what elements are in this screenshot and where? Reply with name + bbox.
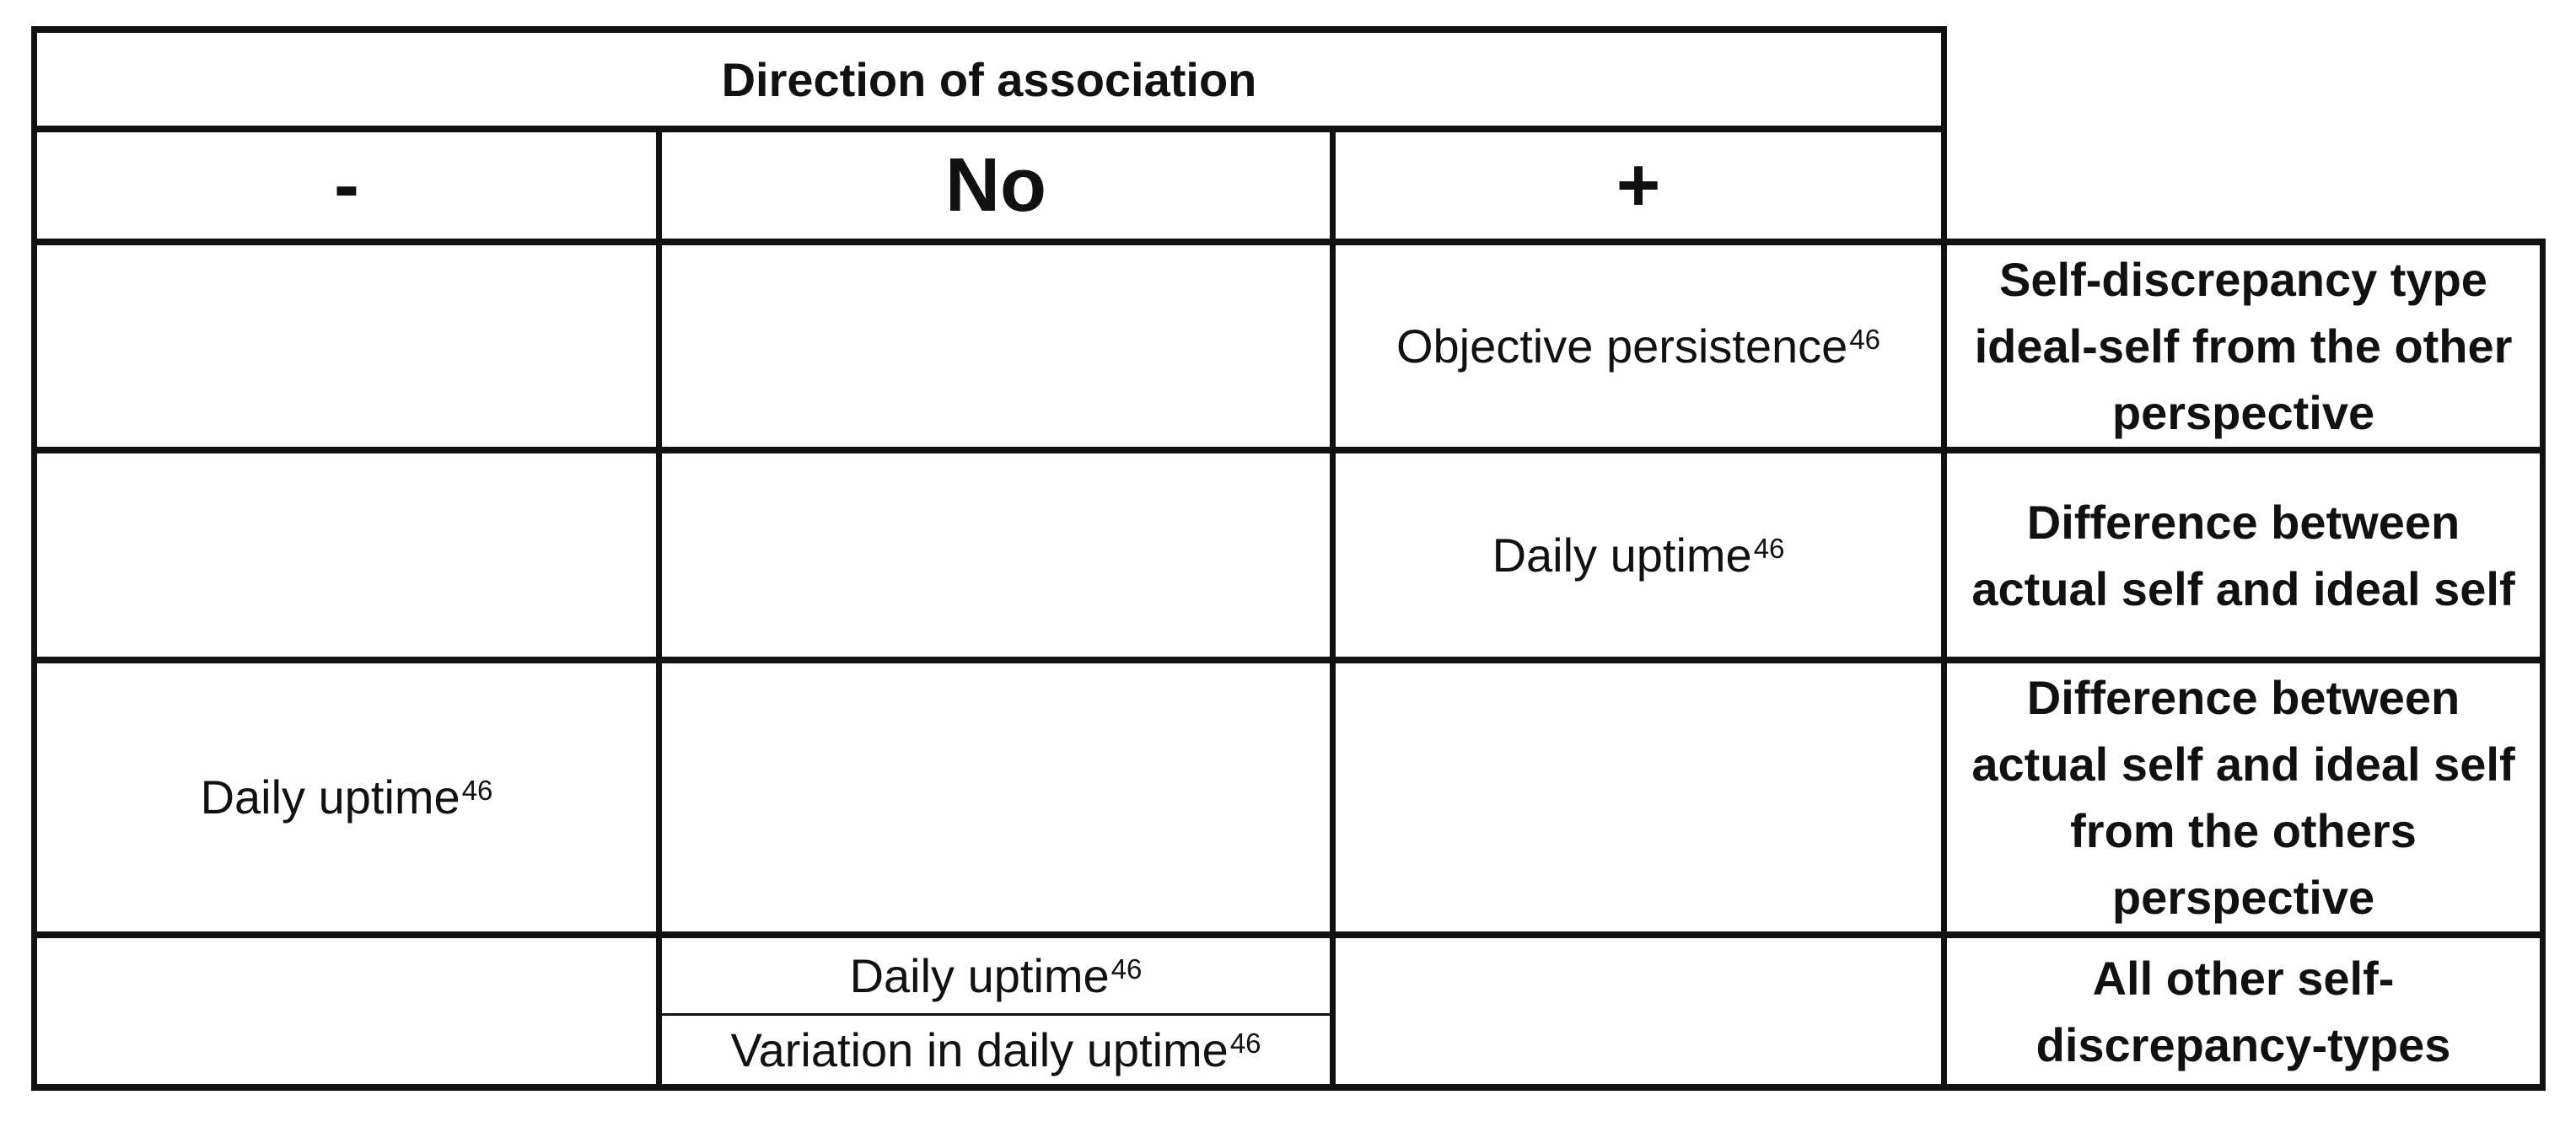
table-border-col1 <box>656 129 662 1091</box>
table-border-col2 <box>1330 129 1336 1091</box>
row1-label-cell <box>1947 245 2540 447</box>
row4-no-text-2: Variation in daily uptime <box>730 1022 1229 1076</box>
table-border-col3 <box>1941 26 1947 1091</box>
row4-no-cell-1 <box>662 938 1330 1013</box>
column-header-positive-label: + <box>1616 142 1661 228</box>
row4-no-cell-2 <box>662 1016 1330 1084</box>
row4-no-ref-2: 46 <box>1229 1027 1261 1059</box>
table-border-bottom <box>31 1084 2546 1091</box>
table-border-row1-bottom <box>31 447 2546 453</box>
table-border-header-bottom <box>31 239 2546 245</box>
table-border-left <box>31 26 37 1091</box>
row1-positive-cell <box>1336 245 1941 447</box>
table-title-cell <box>37 33 1941 126</box>
table-border-row3-bottom <box>31 931 2546 938</box>
table-border-row2-bottom <box>31 657 2546 663</box>
table-title: Direction of association <box>721 52 1257 106</box>
row2-positive-cell <box>1336 453 1941 657</box>
column-header-positive <box>1336 132 1941 239</box>
row3-negative-entry <box>201 765 493 830</box>
row3-label-cell <box>1947 663 2540 931</box>
row2-label: Difference between actual self and ideal self <box>1971 495 2515 615</box>
row3-negative-text: Daily uptime <box>200 770 460 824</box>
table-border-top <box>31 26 1947 33</box>
column-header-negative-label: - <box>334 142 359 228</box>
row3-negative-cell <box>37 663 656 931</box>
row4-no-entry-2 <box>730 1017 1261 1083</box>
row1-positive-entry <box>1396 314 1880 379</box>
row2-positive-ref: 46 <box>1753 532 1785 564</box>
row2-label-cell <box>1947 453 2540 657</box>
row4-no-entry-1 <box>850 943 1143 1009</box>
row4-no-ref-1: 46 <box>1111 953 1143 985</box>
row1-positive-text: Objective persistence <box>1396 319 1848 373</box>
row2-positive-text: Daily uptime <box>1492 528 1752 582</box>
row1-positive-ref: 46 <box>1849 323 1881 355</box>
table-border-title-bottom <box>31 126 1947 132</box>
row1-label: Self-discrepancy type ideal-self from the other perspective <box>1974 253 2513 439</box>
column-header-no <box>662 132 1330 239</box>
table-border-right <box>2540 239 2546 1091</box>
column-header-negative <box>37 132 656 239</box>
row3-label: Difference between actual self and ideal self from the others perspective <box>1971 671 2515 924</box>
row3-negative-ref: 46 <box>461 775 493 806</box>
row4-label: All other self-discrepancy-types <box>2036 951 2451 1071</box>
row2-positive-entry <box>1492 523 1785 588</box>
row4-label-cell <box>1947 938 2540 1084</box>
column-header-no-label: No <box>945 142 1046 228</box>
row4-no-text-1: Daily uptime <box>849 948 1110 1002</box>
